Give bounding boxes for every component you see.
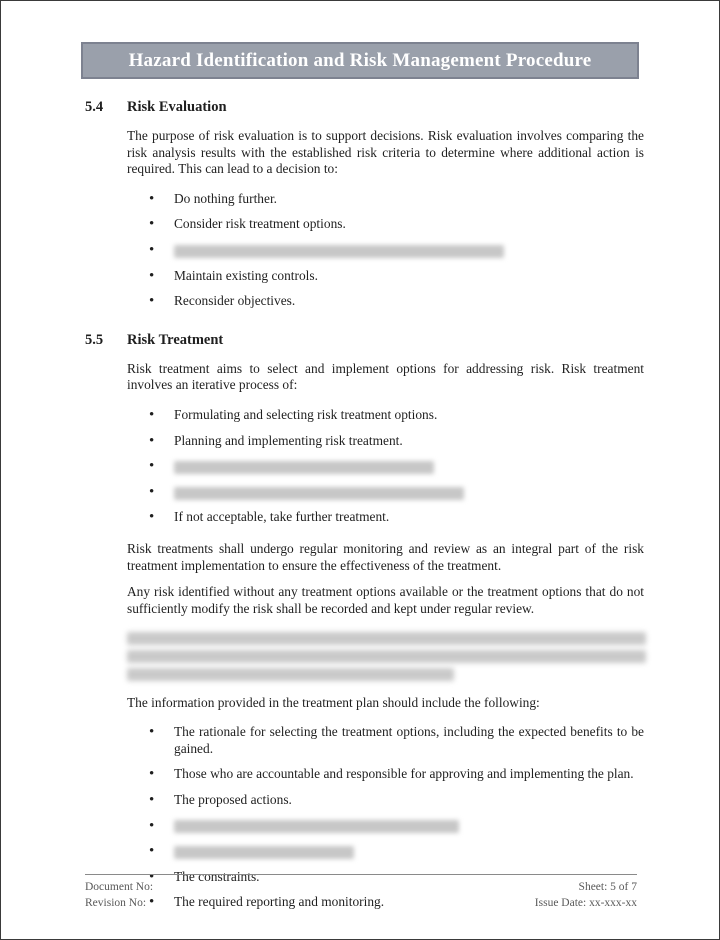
- footer-left: [85, 879, 153, 912]
- section-number: 5.4: [85, 99, 104, 115]
- risk-treatment-bullet-list: [85, 407, 644, 526]
- section-heading-risk-treatment: [85, 332, 644, 350]
- redacted-text: [174, 487, 464, 500]
- redacted-text: [174, 820, 459, 833]
- redacted-text: [174, 461, 434, 474]
- list-item: • Planning and implementing risk treatment.: [85, 433, 644, 450]
- list-item: • Do nothing further.: [85, 191, 644, 208]
- redacted-text-line: [127, 650, 646, 663]
- document-body: [85, 99, 644, 911]
- section-number: 5.5: [85, 331, 104, 348]
- list-item-redacted: [85, 843, 644, 860]
- list-item: • Consider risk treatment options.: [85, 216, 644, 233]
- paragraph-monitoring-review: Risk treatments shall undergo regular monitoring and review as an integral part of the risk treatment implementation to ensure the effectiveness of the treatment.: [127, 541, 644, 573]
- page-footer: [85, 874, 637, 912]
- sheet-number: Sheet: 5 of 7: [578, 880, 637, 893]
- risk-evaluation-bullet-list: [85, 191, 644, 310]
- section-title: Risk Evaluation: [127, 99, 227, 115]
- paragraph-risk-recorded: Any risk identified without any treatment options available or the treatment options that do not sufficiently modify the risk shall be recorded and kept under regular review.: [127, 584, 644, 616]
- list-item: • The rationale for selecting the treatment options, including the expected benefits to be gained.: [85, 724, 644, 757]
- list-item: • If not acceptable, take further treatment.: [85, 509, 644, 526]
- list-item: • The proposed actions.: [85, 792, 644, 809]
- list-item-redacted: [85, 458, 644, 475]
- issue-date: Issue Date: xx-xxx-xx: [534, 897, 637, 910]
- list-item-redacted: [85, 818, 644, 835]
- paragraph-risk-evaluation-intro: The purpose of risk evaluation is to support decisions. Risk evaluation involves comparing the risk analysis results with the established risk criteria to determine where additional action is required. This can lead to a decision to:: [127, 127, 644, 177]
- redacted-text-line: [127, 632, 646, 645]
- list-item-redacted: [85, 242, 644, 259]
- list-item: • Maintain existing controls.: [85, 268, 644, 285]
- list-item: • Those who are accountable and responsible for approving and implementing the plan.: [85, 766, 644, 783]
- revision-no-label: Revision No:: [85, 897, 147, 910]
- document-no-label: Document No:: [85, 880, 154, 893]
- list-item: • The constraints.: [85, 869, 644, 886]
- document-header-bar: [81, 42, 639, 79]
- list-item: • Formulating and selecting risk treatment options.: [85, 407, 644, 424]
- redacted-text: [174, 846, 354, 859]
- paragraph-treatment-plan-intro: The information provided in the treatment plan should include the following:: [127, 694, 540, 710]
- document-title: Hazard Identification and Risk Management Procedure: [128, 49, 592, 71]
- redacted-text: [174, 245, 504, 258]
- footer-right: [535, 879, 637, 912]
- list-item: • The required reporting and monitoring.: [85, 894, 644, 911]
- list-item-redacted: [85, 484, 644, 501]
- section-heading-risk-evaluation: [85, 99, 644, 117]
- paragraph-risk-treatment-intro: Risk treatment aims to select and implement options for addressing risk. Risk treatment involves an iterative process of:: [127, 360, 644, 393]
- redacted-paragraph: [127, 632, 646, 681]
- section-title: Risk Treatment: [127, 331, 224, 348]
- list-item: • Reconsider objectives.: [85, 293, 644, 310]
- redacted-text-line: [127, 668, 454, 681]
